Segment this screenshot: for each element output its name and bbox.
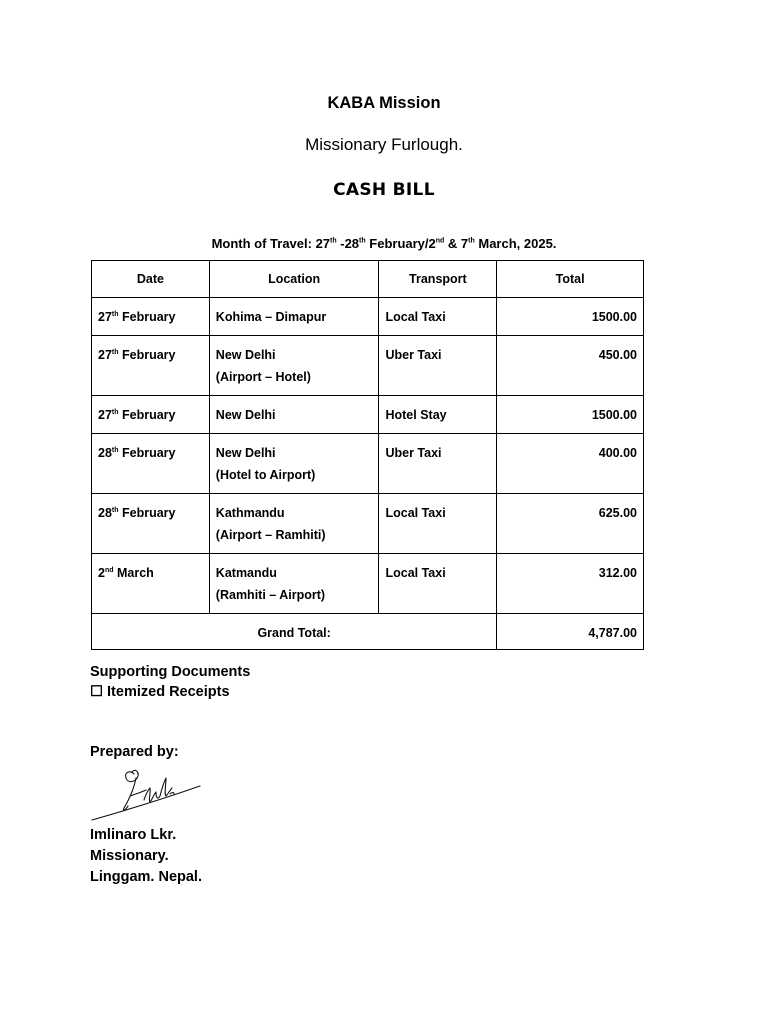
itemized-receipts-label: Itemized Receipts <box>107 684 230 700</box>
transport-cell: Local Taxi <box>379 298 497 336</box>
column-header-date: Date <box>92 261 210 298</box>
location-cell: Kohima – Dimapur <box>209 298 379 336</box>
date-cell: 2nd March <box>92 554 210 614</box>
grand-total-row <box>92 614 644 650</box>
total-cell: 1500.00 <box>497 396 644 434</box>
prepared-by-label: Prepared by: <box>90 744 179 760</box>
supporting-documents <box>90 662 250 702</box>
total-cell: 625.00 <box>497 494 644 554</box>
transport-cell: Local Taxi <box>379 554 497 614</box>
location-cell: New Delhi (Hotel to Airport) <box>209 434 379 494</box>
table-row <box>92 554 644 614</box>
total-cell: 400.00 <box>497 434 644 494</box>
itemized-receipts-item <box>90 682 250 702</box>
grand-total-value: 4,787.00 <box>497 614 644 650</box>
signer-name: Imlinaro Lkr. <box>90 827 177 843</box>
table-row <box>92 336 644 396</box>
table-row <box>92 298 644 336</box>
transport-cell: Uber Taxi <box>379 336 497 396</box>
transport-cell: Hotel Stay <box>379 396 497 434</box>
signer-location: Linggam. Nepal. <box>90 869 202 885</box>
date-cell: 28th February <box>92 494 210 554</box>
location-cell: New Delhi <box>209 396 379 434</box>
column-header-total: Total <box>497 261 644 298</box>
location-cell: Kathmandu (Airport – Ramhiti) <box>209 494 379 554</box>
signer-role: Missionary. <box>90 848 169 864</box>
date-cell: 27th February <box>92 396 210 434</box>
date-cell: 27th February <box>92 336 210 396</box>
location-cell: Katmandu (Ramhiti – Airport) <box>209 554 379 614</box>
location-cell: New Delhi (Airport – Hotel) <box>209 336 379 396</box>
transport-cell: Local Taxi <box>379 494 497 554</box>
column-header-transport: Transport <box>379 261 497 298</box>
total-cell: 312.00 <box>497 554 644 614</box>
table-header-row <box>92 261 644 298</box>
supporting-documents-heading: Supporting Documents <box>90 664 251 680</box>
total-cell: 450.00 <box>497 336 644 396</box>
organization-name: KABA Mission <box>327 94 441 112</box>
table-row <box>92 494 644 554</box>
checkbox-icon: ☐ <box>90 684 103 700</box>
signature-image <box>90 764 202 822</box>
date-cell: 28th February <box>92 434 210 494</box>
table-row <box>92 434 644 494</box>
column-header-location: Location <box>209 261 379 298</box>
document-subtitle: Missionary Furlough. <box>305 135 463 154</box>
travel-month: Month of Travel: 27th -28th February/2nd & 7th March, 2025. <box>211 236 557 251</box>
date-cell: 27th February <box>92 298 210 336</box>
transport-cell: Uber Taxi <box>379 434 497 494</box>
total-cell: 1500.00 <box>497 298 644 336</box>
table-row <box>92 396 644 434</box>
signer-block <box>90 825 202 888</box>
grand-total-label: Grand Total: <box>92 614 497 650</box>
cash-bill-table <box>91 260 644 650</box>
document-title: CASH BILL <box>333 180 435 200</box>
